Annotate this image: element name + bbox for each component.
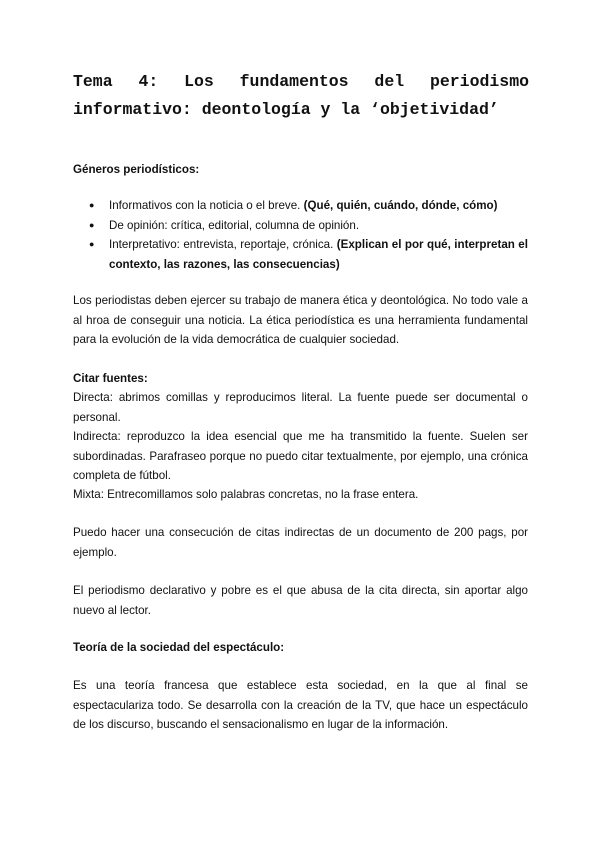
paragraph-declarativo: El periodismo declarativo y pobre es el que abusa de la cita directa, sin aportar algo nuevo al lector. — [73, 584, 528, 617]
paragraph-etica: Los periodistas deben ejercer su trabajo de manera ética y deontológica. No todo vale a al hroa de conseguir una noticia. La ética periodística es una herramienta fundamental para la evolución de la vida democrática de cualquier sociedad. — [73, 294, 528, 346]
list-item-bold: (Qué, quién, cuándo, dónde, cómo) — [303, 199, 498, 212]
list-item — [73, 235, 528, 274]
list-item-text: Informativos con la noticia o el breve. — [109, 199, 304, 212]
generos-list — [73, 196, 528, 274]
paragraph-consecucion: Puedo hacer una consecución de citas indirectas de un documento de 200 pags, por ejemplo. — [73, 526, 528, 559]
document-title: Tema 4: Los fundamentos del periodismo informativo: deontología y la ‘objetividad’ — [73, 72, 529, 119]
list-item-text: Interpretativo: entrevista, reportaje, crónica. — [109, 238, 337, 251]
fuentes-directa: Directa: abrimos comillas y reproducimos literal. La fuente puede ser documental o personal. — [73, 391, 528, 424]
bullet-icon: ● — [89, 239, 95, 249]
espectaculo-heading: Teoría de la sociedad del espectáculo: — [73, 641, 285, 654]
list-item — [73, 216, 528, 236]
bullet-icon: ● — [89, 200, 95, 210]
espectaculo-body: Es una teoría francesa que establece esta sociedad, en la que al final se espectaculariza todo. Se desarrolla con la creación de la TV, que hace un espectáculo de los discurso, buscando el sensacionalismo en lugar de la información. — [73, 679, 528, 731]
fuentes-mixta: Mixta: Entrecomillamos solo palabras concretas, no la frase entera. — [73, 488, 419, 501]
list-item-text: De opinión: crítica, editorial, columna de opinión. — [109, 218, 360, 232]
list-item — [73, 196, 528, 216]
bullet-icon: ● — [89, 219, 95, 230]
list-item-bold: (Explican el por qué, interpretan el contexto, las razones, las consecuencias) — [109, 238, 528, 271]
generos-heading: Géneros periodísticos: — [73, 163, 200, 176]
fuentes-indirecta: Indirecta: reproduzco la idea esencial que me ha transmitido la fuente. Suelen ser subordinadas. Parafraseo porque no puedo citar textualmente, por ejemplo, una crónica completa de fútbol. — [73, 430, 528, 482]
fuentes-heading: Citar fuentes: — [73, 372, 148, 385]
